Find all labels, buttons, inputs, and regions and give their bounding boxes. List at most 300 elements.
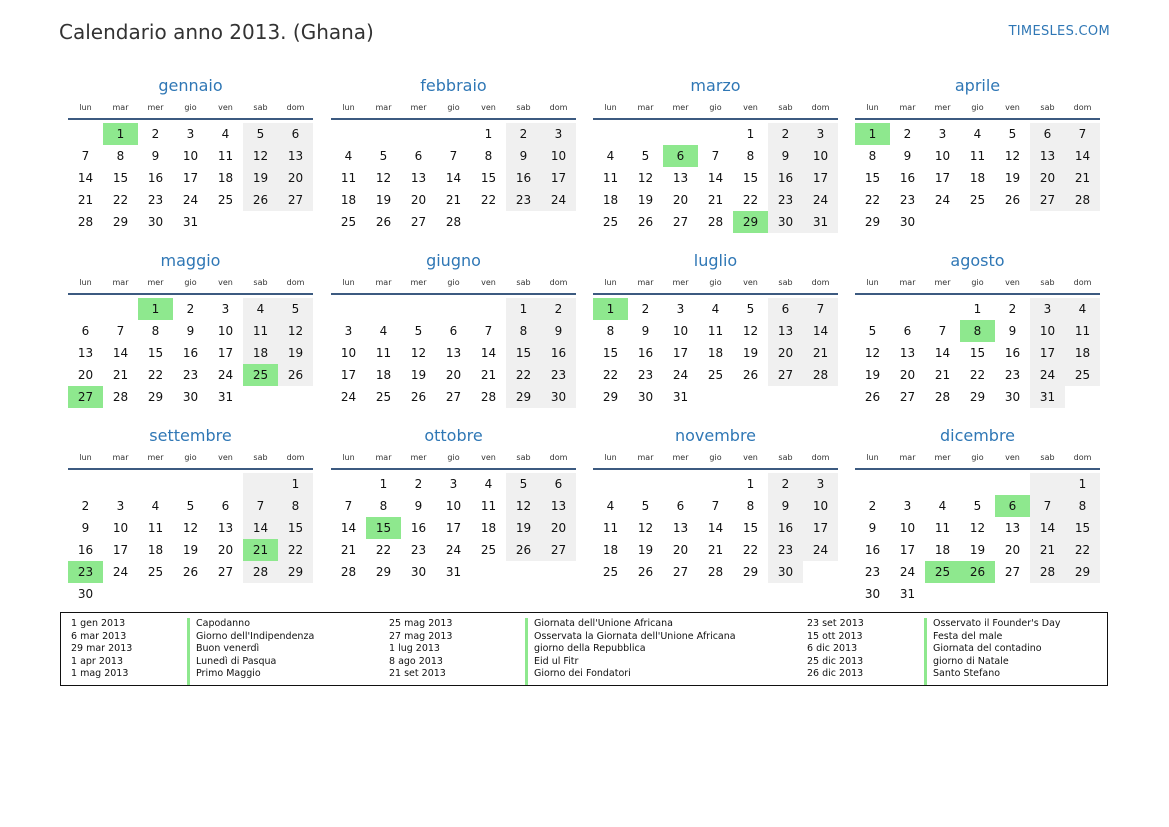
day-cell[interactable]: 5: [1008, 127, 1017, 141]
day-cell[interactable]: 21: [445, 193, 462, 207]
day-cell[interactable]: 6: [81, 324, 90, 338]
day-cell[interactable]: 7: [449, 149, 458, 163]
day-cell[interactable]: 27: [1030, 189, 1065, 211]
day-cell[interactable]: 25: [243, 364, 278, 386]
day-cell[interactable]: 18: [707, 346, 724, 360]
day-cell[interactable]: 27: [68, 386, 103, 408]
day-cell[interactable]: 25: [1065, 364, 1100, 386]
day-cell[interactable]: 21: [707, 543, 724, 557]
day-cell[interactable]: 11: [602, 521, 619, 535]
day-cell[interactable]: 13: [768, 320, 803, 342]
day-cell[interactable]: 12: [278, 320, 313, 342]
day-cell[interactable]: 10: [541, 145, 576, 167]
day-cell[interactable]: 27: [541, 539, 576, 561]
day-cell[interactable]: 9: [541, 320, 576, 342]
day-cell[interactable]: 20: [672, 193, 689, 207]
day-cell[interactable]: 17: [217, 346, 234, 360]
day-cell[interactable]: 30: [768, 211, 803, 233]
day-cell[interactable]: 8: [278, 495, 313, 517]
day-cell[interactable]: 5: [506, 473, 541, 495]
day-cell[interactable]: 3: [903, 499, 912, 513]
day-cell[interactable]: 4: [484, 477, 493, 491]
day-cell[interactable]: 25: [340, 215, 357, 229]
day-cell[interactable]: 22: [1065, 539, 1100, 561]
day-cell[interactable]: 13: [541, 495, 576, 517]
day-cell[interactable]: 27: [445, 390, 462, 404]
day-cell[interactable]: 15: [742, 521, 759, 535]
day-cell[interactable]: 9: [768, 145, 803, 167]
day-cell[interactable]: 7: [1065, 123, 1100, 145]
day-cell[interactable]: 6: [995, 495, 1030, 517]
day-cell[interactable]: 12: [243, 145, 278, 167]
day-cell[interactable]: 17: [445, 521, 462, 535]
day-cell[interactable]: 24: [1030, 364, 1065, 386]
day-cell[interactable]: 13: [1030, 145, 1065, 167]
day-cell[interactable]: 8: [606, 324, 615, 338]
day-cell[interactable]: 17: [541, 167, 576, 189]
day-cell[interactable]: 21: [77, 193, 94, 207]
day-cell[interactable]: 26: [182, 565, 199, 579]
day-cell[interactable]: 30: [541, 386, 576, 408]
day-cell[interactable]: 2: [641, 302, 650, 316]
day-cell[interactable]: 9: [81, 521, 90, 535]
day-cell[interactable]: 31: [182, 215, 199, 229]
day-cell[interactable]: 11: [217, 149, 234, 163]
day-cell[interactable]: 29: [506, 386, 541, 408]
day-cell[interactable]: 17: [112, 543, 129, 557]
day-cell[interactable]: 30: [147, 215, 164, 229]
day-cell[interactable]: 20: [217, 543, 234, 557]
day-cell[interactable]: 3: [116, 499, 125, 513]
day-cell[interactable]: 31: [899, 587, 916, 601]
day-cell[interactable]: 23: [899, 193, 916, 207]
day-cell[interactable]: 20: [77, 368, 94, 382]
day-cell[interactable]: 5: [278, 298, 313, 320]
day-cell[interactable]: 1: [593, 298, 628, 320]
day-cell[interactable]: 19: [410, 368, 427, 382]
day-cell[interactable]: 6: [663, 145, 698, 167]
day-cell[interactable]: 3: [676, 302, 685, 316]
day-cell[interactable]: 3: [186, 127, 195, 141]
day-cell[interactable]: 27: [672, 215, 689, 229]
day-cell[interactable]: 29: [1065, 561, 1100, 583]
day-cell[interactable]: 2: [1008, 302, 1017, 316]
day-cell[interactable]: 6: [1030, 123, 1065, 145]
day-cell[interactable]: 3: [1030, 298, 1065, 320]
day-cell[interactable]: 22: [742, 543, 759, 557]
day-cell[interactable]: 16: [899, 171, 916, 185]
day-cell[interactable]: 9: [506, 145, 541, 167]
day-cell[interactable]: 23: [68, 561, 103, 583]
day-cell[interactable]: 17: [803, 167, 838, 189]
day-cell[interactable]: 21: [707, 193, 724, 207]
day-cell[interactable]: 12: [1004, 149, 1021, 163]
day-cell[interactable]: 4: [1065, 298, 1100, 320]
day-cell[interactable]: 5: [746, 302, 755, 316]
day-cell[interactable]: 16: [768, 517, 803, 539]
day-cell[interactable]: 19: [278, 342, 313, 364]
day-cell[interactable]: 9: [151, 149, 160, 163]
day-cell[interactable]: 19: [1004, 171, 1021, 185]
day-cell[interactable]: 20: [899, 368, 916, 382]
day-cell[interactable]: 24: [899, 565, 916, 579]
day-cell[interactable]: 25: [602, 215, 619, 229]
day-cell[interactable]: 20: [278, 167, 313, 189]
day-cell[interactable]: 20: [410, 193, 427, 207]
day-cell[interactable]: 24: [803, 539, 838, 561]
day-cell[interactable]: 8: [506, 320, 541, 342]
day-cell[interactable]: 3: [344, 324, 353, 338]
day-cell[interactable]: 1: [855, 123, 890, 145]
day-cell[interactable]: 5: [973, 499, 982, 513]
day-cell[interactable]: 26: [410, 390, 427, 404]
day-cell[interactable]: 25: [969, 193, 986, 207]
day-cell[interactable]: 24: [672, 368, 689, 382]
day-cell[interactable]: 11: [1065, 320, 1100, 342]
day-cell[interactable]: 19: [637, 543, 654, 557]
day-cell[interactable]: 30: [899, 215, 916, 229]
day-cell[interactable]: 5: [243, 123, 278, 145]
day-cell[interactable]: 8: [116, 149, 125, 163]
day-cell[interactable]: 29: [112, 215, 129, 229]
day-cell[interactable]: 20: [768, 342, 803, 364]
day-cell[interactable]: 19: [375, 193, 392, 207]
day-cell[interactable]: 19: [243, 167, 278, 189]
day-cell[interactable]: 14: [707, 171, 724, 185]
day-cell[interactable]: 5: [379, 149, 388, 163]
day-cell[interactable]: 12: [969, 521, 986, 535]
day-cell[interactable]: 4: [711, 302, 720, 316]
day-cell[interactable]: 8: [868, 149, 877, 163]
day-cell[interactable]: 17: [803, 517, 838, 539]
day-cell[interactable]: 25: [707, 368, 724, 382]
day-cell[interactable]: 26: [1004, 193, 1021, 207]
day-cell[interactable]: 10: [934, 149, 951, 163]
day-cell[interactable]: 17: [899, 543, 916, 557]
day-cell[interactable]: 23: [410, 543, 427, 557]
day-cell[interactable]: 14: [934, 346, 951, 360]
day-cell[interactable]: 28: [1065, 189, 1100, 211]
day-cell[interactable]: 13: [899, 346, 916, 360]
day-cell[interactable]: 1: [1065, 473, 1100, 495]
day-cell[interactable]: 13: [672, 171, 689, 185]
day-cell[interactable]: 18: [602, 543, 619, 557]
day-cell[interactable]: 1: [379, 477, 388, 491]
day-cell[interactable]: 31: [803, 211, 838, 233]
day-cell[interactable]: 23: [637, 368, 654, 382]
day-cell[interactable]: 30: [77, 587, 94, 601]
day-cell[interactable]: 15: [864, 171, 881, 185]
day-cell[interactable]: 21: [112, 368, 129, 382]
day-cell[interactable]: 21: [243, 539, 278, 561]
day-cell[interactable]: 7: [344, 499, 353, 513]
day-cell[interactable]: 22: [112, 193, 129, 207]
day-cell[interactable]: 5: [641, 499, 650, 513]
day-cell[interactable]: 16: [182, 346, 199, 360]
day-cell[interactable]: 18: [934, 543, 951, 557]
day-cell[interactable]: 7: [711, 149, 720, 163]
day-cell[interactable]: 6: [414, 149, 423, 163]
day-cell[interactable]: 12: [742, 324, 759, 338]
day-cell[interactable]: 13: [217, 521, 234, 535]
day-cell[interactable]: 25: [217, 193, 234, 207]
day-cell[interactable]: 26: [637, 215, 654, 229]
brand-link[interactable]: TIMESLES.COM: [1008, 24, 1110, 39]
day-cell[interactable]: 8: [1065, 495, 1100, 517]
day-cell[interactable]: 7: [711, 499, 720, 513]
day-cell[interactable]: 1: [746, 127, 755, 141]
day-cell[interactable]: 20: [1030, 167, 1065, 189]
day-cell[interactable]: 6: [541, 473, 576, 495]
day-cell[interactable]: 7: [1030, 495, 1065, 517]
day-cell[interactable]: 2: [768, 123, 803, 145]
day-cell[interactable]: 17: [340, 368, 357, 382]
day-cell[interactable]: 24: [112, 565, 129, 579]
day-cell[interactable]: 28: [77, 215, 94, 229]
day-cell[interactable]: 30: [637, 390, 654, 404]
day-cell[interactable]: 11: [602, 171, 619, 185]
day-cell[interactable]: 23: [768, 189, 803, 211]
day-cell[interactable]: 12: [182, 521, 199, 535]
day-cell[interactable]: 26: [278, 364, 313, 386]
day-cell[interactable]: 11: [375, 346, 392, 360]
day-cell[interactable]: 4: [606, 499, 615, 513]
day-cell[interactable]: 16: [410, 521, 427, 535]
day-cell[interactable]: 11: [147, 521, 164, 535]
day-cell[interactable]: 10: [1030, 320, 1065, 342]
day-cell[interactable]: 14: [77, 171, 94, 185]
day-cell[interactable]: 21: [803, 342, 838, 364]
day-cell[interactable]: 5: [641, 149, 650, 163]
day-cell[interactable]: 10: [112, 521, 129, 535]
day-cell[interactable]: 22: [742, 193, 759, 207]
day-cell[interactable]: 24: [340, 390, 357, 404]
day-cell[interactable]: 15: [366, 517, 401, 539]
day-cell[interactable]: 4: [221, 127, 230, 141]
day-cell[interactable]: 1: [973, 302, 982, 316]
day-cell[interactable]: 22: [278, 539, 313, 561]
day-cell[interactable]: 13: [1004, 521, 1021, 535]
day-cell[interactable]: 16: [768, 167, 803, 189]
day-cell[interactable]: 5: [414, 324, 423, 338]
day-cell[interactable]: 7: [938, 324, 947, 338]
day-cell[interactable]: 4: [606, 149, 615, 163]
day-cell[interactable]: 12: [864, 346, 881, 360]
day-cell[interactable]: 15: [480, 171, 497, 185]
day-cell[interactable]: 15: [742, 171, 759, 185]
day-cell[interactable]: 16: [77, 543, 94, 557]
day-cell[interactable]: 25: [602, 565, 619, 579]
day-cell[interactable]: 15: [506, 342, 541, 364]
day-cell[interactable]: 7: [116, 324, 125, 338]
day-cell[interactable]: 21: [340, 543, 357, 557]
day-cell[interactable]: 23: [182, 368, 199, 382]
day-cell[interactable]: 24: [803, 189, 838, 211]
day-cell[interactable]: 26: [375, 215, 392, 229]
day-cell[interactable]: 19: [506, 517, 541, 539]
day-cell[interactable]: 14: [1065, 145, 1100, 167]
day-cell[interactable]: 22: [375, 543, 392, 557]
day-cell[interactable]: 10: [340, 346, 357, 360]
day-cell[interactable]: 1: [278, 473, 313, 495]
day-cell[interactable]: 16: [637, 346, 654, 360]
day-cell[interactable]: 18: [147, 543, 164, 557]
day-cell[interactable]: 18: [217, 171, 234, 185]
day-cell[interactable]: 19: [864, 368, 881, 382]
day-cell[interactable]: 20: [1004, 543, 1021, 557]
day-cell[interactable]: 28: [480, 390, 497, 404]
day-cell[interactable]: 6: [768, 298, 803, 320]
day-cell[interactable]: 11: [340, 171, 357, 185]
day-cell[interactable]: 28: [445, 215, 462, 229]
day-cell[interactable]: 22: [602, 368, 619, 382]
day-cell[interactable]: 30: [864, 587, 881, 601]
day-cell[interactable]: 12: [375, 171, 392, 185]
day-cell[interactable]: 15: [112, 171, 129, 185]
day-cell[interactable]: 9: [414, 499, 423, 513]
day-cell[interactable]: 25: [480, 543, 497, 557]
day-cell[interactable]: 8: [151, 324, 160, 338]
day-cell[interactable]: 29: [742, 565, 759, 579]
day-cell[interactable]: 28: [243, 561, 278, 583]
day-cell[interactable]: 28: [1030, 561, 1065, 583]
day-cell[interactable]: 9: [641, 324, 650, 338]
day-cell[interactable]: 25: [147, 565, 164, 579]
day-cell[interactable]: 21: [480, 368, 497, 382]
day-cell[interactable]: 8: [484, 149, 493, 163]
day-cell[interactable]: 2: [506, 123, 541, 145]
day-cell[interactable]: 19: [742, 346, 759, 360]
day-cell[interactable]: 19: [182, 543, 199, 557]
day-cell[interactable]: 27: [672, 565, 689, 579]
day-cell[interactable]: 1: [746, 477, 755, 491]
day-cell[interactable]: 23: [147, 193, 164, 207]
day-cell[interactable]: 22: [147, 368, 164, 382]
day-cell[interactable]: 28: [340, 565, 357, 579]
day-cell[interactable]: 12: [637, 521, 654, 535]
day-cell[interactable]: 16: [864, 543, 881, 557]
day-cell[interactable]: 30: [1004, 390, 1021, 404]
day-cell[interactable]: 29: [278, 561, 313, 583]
day-cell[interactable]: 15: [147, 346, 164, 360]
day-cell[interactable]: 2: [81, 499, 90, 513]
day-cell[interactable]: 21: [1030, 539, 1065, 561]
day-cell[interactable]: 13: [77, 346, 94, 360]
day-cell[interactable]: 28: [803, 364, 838, 386]
day-cell[interactable]: 8: [379, 499, 388, 513]
day-cell[interactable]: 6: [676, 499, 685, 513]
day-cell[interactable]: 8: [960, 320, 995, 342]
day-cell[interactable]: 27: [278, 189, 313, 211]
day-cell[interactable]: 14: [112, 346, 129, 360]
day-cell[interactable]: 9: [186, 324, 195, 338]
day-cell[interactable]: 18: [480, 521, 497, 535]
day-cell[interactable]: 31: [1030, 386, 1065, 408]
day-cell[interactable]: 10: [217, 324, 234, 338]
day-cell[interactable]: 18: [969, 171, 986, 185]
day-cell[interactable]: 4: [379, 324, 388, 338]
day-cell[interactable]: 8: [746, 149, 755, 163]
day-cell[interactable]: 29: [733, 211, 768, 233]
day-cell[interactable]: 24: [217, 368, 234, 382]
day-cell[interactable]: 21: [1065, 167, 1100, 189]
day-cell[interactable]: 25: [375, 390, 392, 404]
day-cell[interactable]: 6: [903, 324, 912, 338]
day-cell[interactable]: 22: [969, 368, 986, 382]
day-cell[interactable]: 18: [340, 193, 357, 207]
day-cell[interactable]: 23: [541, 364, 576, 386]
day-cell[interactable]: 15: [602, 346, 619, 360]
day-cell[interactable]: 7: [81, 149, 90, 163]
day-cell[interactable]: 4: [344, 149, 353, 163]
day-cell[interactable]: 3: [541, 123, 576, 145]
day-cell[interactable]: 2: [186, 302, 195, 316]
day-cell[interactable]: 4: [243, 298, 278, 320]
day-cell[interactable]: 26: [506, 539, 541, 561]
day-cell[interactable]: 18: [243, 342, 278, 364]
day-cell[interactable]: 10: [899, 521, 916, 535]
day-cell[interactable]: 16: [541, 342, 576, 364]
day-cell[interactable]: 27: [410, 215, 427, 229]
day-cell[interactable]: 3: [803, 473, 838, 495]
day-cell[interactable]: 11: [934, 521, 951, 535]
day-cell[interactable]: 1: [138, 298, 173, 320]
day-cell[interactable]: 5: [186, 499, 195, 513]
day-cell[interactable]: 10: [803, 145, 838, 167]
day-cell[interactable]: 22: [864, 193, 881, 207]
day-cell[interactable]: 20: [445, 368, 462, 382]
day-cell[interactable]: 6: [221, 499, 230, 513]
day-cell[interactable]: 27: [768, 364, 803, 386]
day-cell[interactable]: 9: [1008, 324, 1017, 338]
day-cell[interactable]: 1: [103, 123, 138, 145]
day-cell[interactable]: 10: [803, 495, 838, 517]
day-cell[interactable]: 19: [637, 193, 654, 207]
day-cell[interactable]: 22: [480, 193, 497, 207]
day-cell[interactable]: 14: [480, 346, 497, 360]
day-cell[interactable]: 12: [506, 495, 541, 517]
day-cell[interactable]: 17: [672, 346, 689, 360]
day-cell[interactable]: 24: [541, 189, 576, 211]
day-cell[interactable]: 28: [707, 215, 724, 229]
day-cell[interactable]: 24: [182, 193, 199, 207]
day-cell[interactable]: 23: [506, 189, 541, 211]
day-cell[interactable]: 25: [925, 561, 960, 583]
day-cell[interactable]: 31: [672, 390, 689, 404]
day-cell[interactable]: 2: [903, 127, 912, 141]
day-cell[interactable]: 29: [969, 390, 986, 404]
day-cell[interactable]: 7: [484, 324, 493, 338]
day-cell[interactable]: 26: [742, 368, 759, 382]
day-cell[interactable]: 23: [768, 539, 803, 561]
day-cell[interactable]: 29: [375, 565, 392, 579]
day-cell[interactable]: 29: [147, 390, 164, 404]
day-cell[interactable]: 18: [1065, 342, 1100, 364]
day-cell[interactable]: 4: [973, 127, 982, 141]
day-cell[interactable]: 11: [969, 149, 986, 163]
day-cell[interactable]: 14: [707, 521, 724, 535]
day-cell[interactable]: 23: [1004, 368, 1021, 382]
day-cell[interactable]: 5: [868, 324, 877, 338]
day-cell[interactable]: 10: [445, 499, 462, 513]
day-cell[interactable]: 28: [707, 565, 724, 579]
day-cell[interactable]: 27: [1004, 565, 1021, 579]
day-cell[interactable]: 26: [637, 565, 654, 579]
day-cell[interactable]: 16: [1004, 346, 1021, 360]
day-cell[interactable]: 14: [803, 320, 838, 342]
day-cell[interactable]: 10: [672, 324, 689, 338]
day-cell[interactable]: 9: [768, 495, 803, 517]
